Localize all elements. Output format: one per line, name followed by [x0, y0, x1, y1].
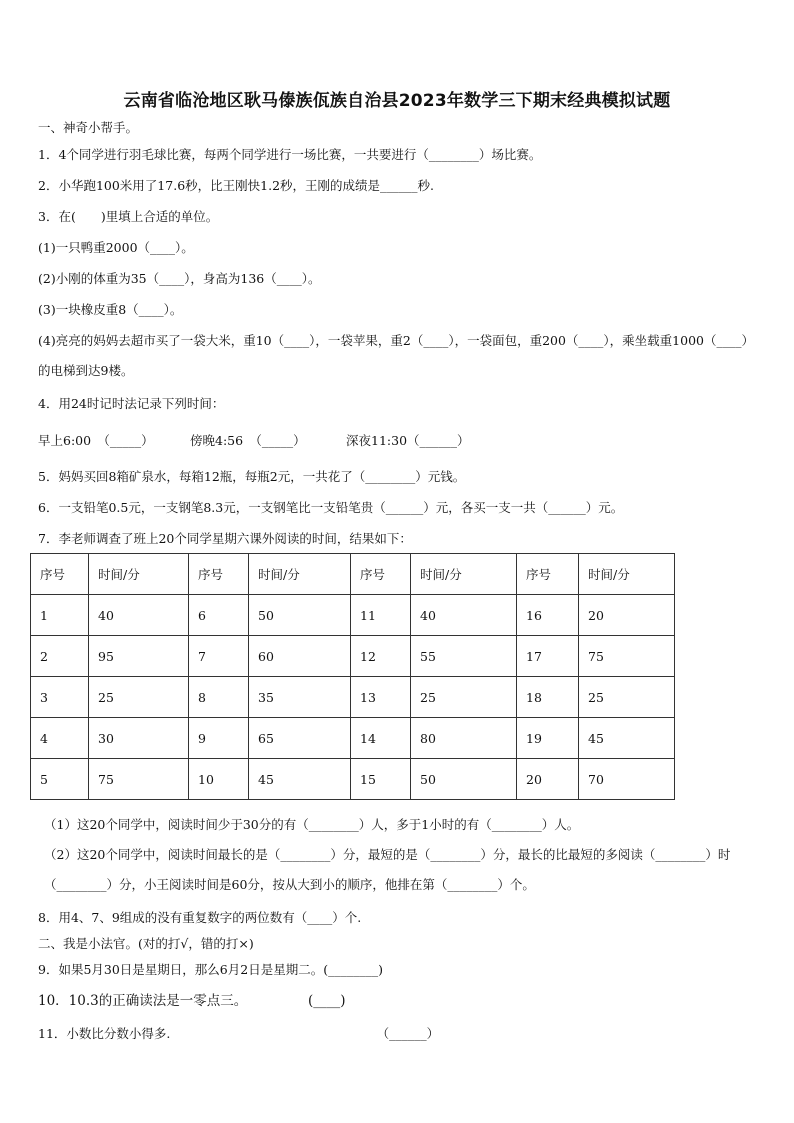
- table-cell: 35: [249, 677, 351, 718]
- table-header-cell: 时间/分: [579, 554, 675, 595]
- table-cell: 13: [351, 677, 411, 718]
- table-cell: 2: [31, 636, 89, 677]
- table-cell: 14: [351, 718, 411, 759]
- question-8: 8．用4、7、9组成的没有重复数字的两位数有（____）个.: [38, 910, 362, 925]
- table-cell: 75: [89, 759, 189, 800]
- table-cell: 15: [351, 759, 411, 800]
- table-cell: 25: [89, 677, 189, 718]
- table-cell: 11: [351, 595, 411, 636]
- table-cell: 45: [249, 759, 351, 800]
- question-2: 2．小华跑100米用了17.6秒，比王刚快1.2秒，王刚的成绩是______秒.: [38, 178, 434, 193]
- table-cell: 40: [411, 595, 517, 636]
- time-item-evening: 傍晚4:56 （_____）: [190, 433, 306, 448]
- section-2-heading: 二、我是小法官。(对的打√，错的打×): [38, 936, 254, 951]
- section-1-heading: 一、神奇小帮手。: [38, 120, 139, 135]
- table-cell: 50: [411, 759, 517, 800]
- table-cell: 18: [517, 677, 579, 718]
- question-7: 7．李老师调查了班上20个同学星期六课外阅读的时间，结果如下：: [38, 531, 412, 546]
- table-cell: 55: [411, 636, 517, 677]
- table-header-cell: 序号: [351, 554, 411, 595]
- table-cell: 75: [579, 636, 675, 677]
- question-3: 3．在( )里填上合适的单位。: [38, 209, 219, 224]
- table-cell: 60: [249, 636, 351, 677]
- question-5: 5．妈妈买回8箱矿泉水，每箱12瓶，每瓶2元，一共花了（________）元钱。: [38, 469, 466, 484]
- table-cell: 80: [411, 718, 517, 759]
- question-7-part-1: （1）这20个同学中，阅读时间少于30分的有（________）人，多于1小时的有（________）人。: [44, 817, 580, 832]
- table-header-cell: 序号: [189, 554, 249, 595]
- question-3-part-2: (2)小刚的体重为35（____），身高为136（____）。: [38, 271, 321, 286]
- table-cell: 9: [189, 718, 249, 759]
- table-header-cell: 时间/分: [89, 554, 189, 595]
- time-item-night: 深夜11:30（______）: [346, 433, 470, 448]
- table-cell: 10: [189, 759, 249, 800]
- table-cell: 12: [351, 636, 411, 677]
- table-cell: 40: [89, 595, 189, 636]
- table-cell: 65: [249, 718, 351, 759]
- table-cell: 6: [189, 595, 249, 636]
- table-header-cell: 序号: [31, 554, 89, 595]
- question-3-part-3: (3)一块橡皮重8（____）。: [38, 302, 183, 317]
- table-cell: 45: [579, 718, 675, 759]
- table-cell: 70: [579, 759, 675, 800]
- table-cell: 19: [517, 718, 579, 759]
- reading-time-table: [30, 553, 675, 800]
- table-cell: 20: [579, 595, 675, 636]
- table-cell: 16: [517, 595, 579, 636]
- table-row: [31, 759, 675, 800]
- table-cell: 3: [31, 677, 89, 718]
- question-7-part-2: （2）这20个同学中，阅读时间最长的是（________）分，最短的是（________）分，最长的比最短的多阅读（________）时（________）分，小王阅读时间是60分，按从大到小的顺序，他排在第（________）个。: [44, 847, 731, 892]
- table-cell: 95: [89, 636, 189, 677]
- table-row: [31, 595, 675, 636]
- question-3-part-4: (4)亮亮的妈妈去超市买了一袋大米，重10（____），一袋苹果，重2（____），一袋面包，重200（____），乘坐载重1000（____）的电梯到达9楼。: [38, 333, 754, 378]
- table-cell: 30: [89, 718, 189, 759]
- question-9: 9．如果5月30日是星期日，那么6月2日是星期二。(________): [38, 962, 383, 977]
- table-cell: 7: [189, 636, 249, 677]
- table-header-cell: 时间/分: [411, 554, 517, 595]
- table-cell: 5: [31, 759, 89, 800]
- question-10: 10．10.3的正确读法是一零点三。 (____): [38, 993, 346, 1009]
- question-11: 11．小数比分数小得多. （______）: [38, 1026, 440, 1041]
- time-item-morning: 早上6:00 （_____）: [38, 433, 154, 448]
- table-row: [31, 677, 675, 718]
- question-1: 1．4个同学进行羽毛球比赛，每两个同学进行一场比赛，一共要进行（________）场比赛。: [38, 147, 542, 162]
- question-4: 4．用24时记时法记录下列时间：: [38, 396, 225, 411]
- table-cell: 20: [517, 759, 579, 800]
- table-cell: 8: [189, 677, 249, 718]
- table-row: [31, 718, 675, 759]
- table-header-row: [31, 554, 675, 595]
- table-row: [31, 636, 675, 677]
- question-3-part-1: (1)一只鸭重2000（____）。: [38, 240, 194, 255]
- table-cell: 17: [517, 636, 579, 677]
- table-header-cell: 时间/分: [249, 554, 351, 595]
- table-cell: 4: [31, 718, 89, 759]
- table-cell: 1: [31, 595, 89, 636]
- page-title: 云南省临沧地区耿马傣族佤族自治县2023年数学三下期末经典模拟试题: [123, 91, 671, 111]
- question-4-times: [38, 432, 470, 450]
- table-cell: 25: [579, 677, 675, 718]
- table-header-cell: 序号: [517, 554, 579, 595]
- question-6: 6．一支铅笔0.5元，一支钢笔8.3元，一支钢笔比一支铅笔贵（______）元，各买一支一共（______）元。: [38, 500, 624, 515]
- table-cell: 25: [411, 677, 517, 718]
- table-cell: 50: [249, 595, 351, 636]
